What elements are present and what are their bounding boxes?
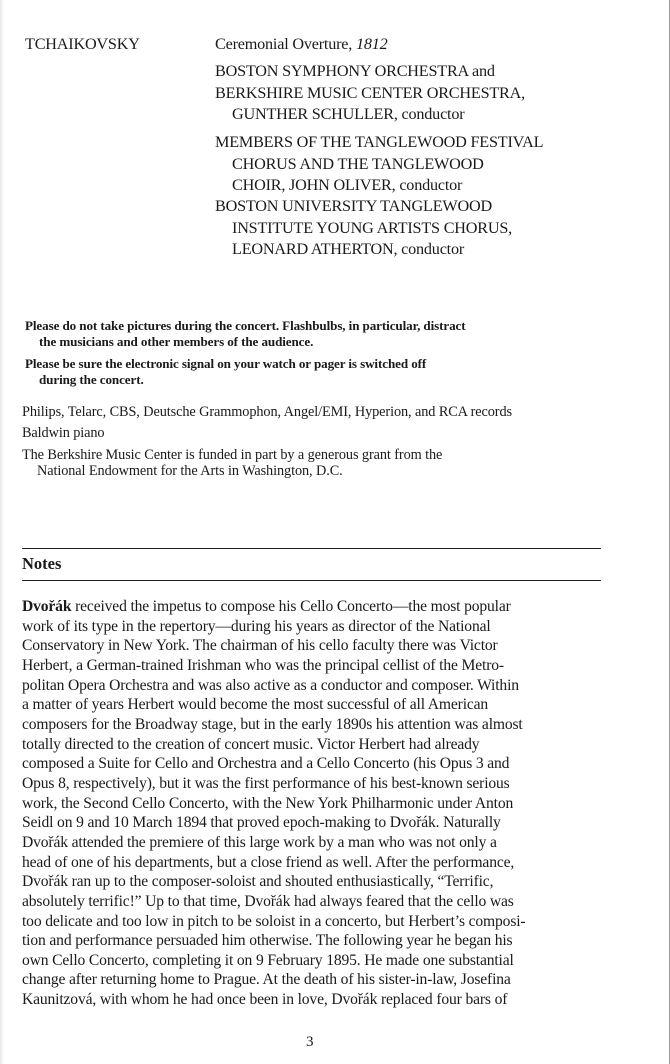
notes-line: totally directed to the creation of concert music. Victor Herbert had already [22,735,480,753]
notes-line: Herbert, a German-trained Irishman who was the principal cellist of the Metro- [22,656,504,674]
notes-line: absolutely terrific!” Up to that time, Dvořák had always feared that the cello was [22,892,514,910]
notes-line: Seidl on 9 and 10 March 1894 that proved epoch-making to Dvořák. Naturally [22,814,501,832]
notice-line: Please be sure the electronic signal on your watch or pager is switched off [25,356,427,371]
performer-line: BERKSHIRE MUSIC CENTER ORCHESTRA, [215,83,525,102]
notes-rule-top [22,548,601,549]
notice-line: Please do not take pictures during the concert. Flashbulbs, in particular, distract [25,318,466,333]
performer-line: MEMBERS OF THE TANGLEWOOD FESTIVAL [215,133,544,151]
notes-line: tion and performance persuaded him otherwise. The following year he began his [22,932,513,950]
notes-line: Opus 8, respectively), but it was the first performance of his best-known serious [22,774,510,792]
performer-line: LEONARD ATHERTON, conductor [232,240,465,258]
notes-rule-bottom [22,580,601,581]
funding-line: National Endowment for the Arts in Washington, D.C. [37,463,343,479]
performer-line: INSTITUTE YOUNG ARTISTS CHORUS, [232,218,513,237]
performer-line: BOSTON UNIVERSITY TANGLEWOOD [215,197,492,215]
performer-line: BOSTON SYMPHONY ORCHESTRA and [215,62,495,80]
notes-body [22,597,582,1010]
composer-name: TCHAIKOVSKY [25,35,140,53]
composer-lead: Dvořák [22,598,72,615]
performer-line: CHORUS AND THE TANGLEWOOD [232,154,484,173]
performer-group-orchestra [215,61,525,126]
work-title-italic: 1812 [355,35,388,53]
notes-line: Dvořák received the impetus to compose his Cello Concerto—the most popular [22,598,511,615]
performer-group-festival-chorus [215,132,543,197]
notes-line: composers for the Broadway stage, but in the early 1890s his attention was almost [22,715,523,733]
notes-line: too delicate and too low in pitch to be soloist in a concerto, but Herbert’s composi- [22,912,526,930]
performer-group-bu-chorus [215,196,512,261]
work-title-text: Ceremonial Overture, [215,35,356,53]
notes-line: change after returning home to Prague. At the death of his sister-in-law, Josefina [22,971,511,989]
notes-line: work, the Second Cello Concerto, with the New York Philharmonic under Anton [22,794,514,812]
notes-heading: Notes [22,554,62,573]
notes-line: composed a Suite for Cello and Orchestra and a Cello Concerto (his Opus 3 and [22,755,510,773]
funding-credit [22,447,442,479]
funding-line: The Berkshire Music Center is funded in part by a generous grant from the [22,447,443,463]
notice-photography [25,318,466,350]
notes-line: Conservatory in New York. The chairman of his cello faculty there was Victor [22,637,498,655]
notes-line: Kaunitzová, with whom he had once been in love, Dvořák replaced four bars of [22,991,508,1009]
notice-electronic-signal [25,356,426,388]
performer-line: CHOIR, JOHN OLIVER, conductor [232,176,463,194]
notes-line: a matter of years Herbert would become the most successful of all American [22,696,489,714]
performer-line: GUNTHER SCHULLER, conductor [232,105,465,123]
records-credit: Philips, Telarc, CBS, Deutsche Grammophon, Angel/EMI, Hyperion, and RCA records [22,404,512,420]
notes-line: work of its type in the repertory—during his years as director of the National [22,617,491,635]
notes-line: Dvořák attended the premiere of this large work by a man who was not only a [22,833,497,851]
notes-line: politan Opera Orchestra and was also active as a conductor and composer. Within [22,676,519,694]
page-edge-shadow [0,0,4,1064]
notice-line: during the concert. [39,372,144,387]
piano-credit: Baldwin piano [22,425,105,441]
notes-line: Dvořák ran up to the composer-soloist and shouted enthusiastically, “Terrific, [22,873,494,891]
work-title [215,34,388,56]
page-number: 3 [306,1034,314,1050]
notice-line: the musicians and other members of the audience. [39,334,314,349]
notes-line: head of one of his departments, but a close friend as well. After the performance, [22,853,515,871]
notes-line: own Cello Concerto, completing it on 9 February 1895. He made one substantial [22,951,514,969]
